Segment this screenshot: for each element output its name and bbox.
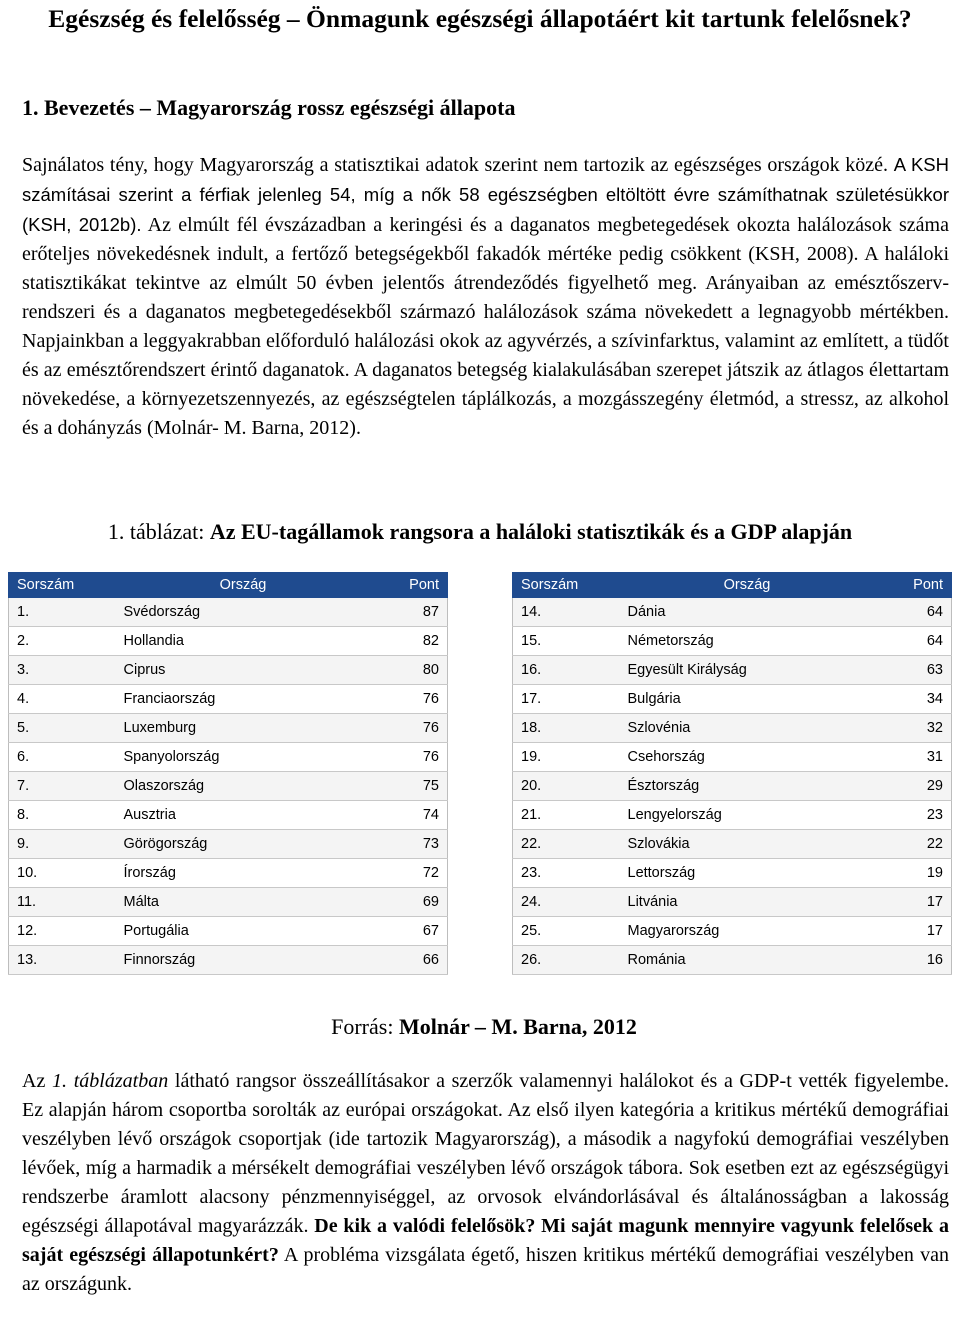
table-row (9, 772, 448, 801)
rank-cell: 24. (513, 888, 620, 917)
table-row (513, 714, 952, 743)
source-prefix: Forrás: (331, 1014, 399, 1039)
table-row (9, 946, 448, 975)
score-cell: 66 (371, 946, 448, 975)
rank-cell: 10. (9, 859, 116, 888)
score-cell: 63 (875, 656, 952, 685)
rank-cell: 11. (9, 888, 116, 917)
header-sorszam: Sorszám (513, 573, 620, 598)
score-cell: 76 (371, 685, 448, 714)
ranking-table-right (512, 572, 952, 975)
score-cell: 80 (371, 656, 448, 685)
rank-cell: 12. (9, 917, 116, 946)
country-cell: Csehország (620, 743, 875, 772)
header-orszag: Ország (116, 573, 371, 598)
rank-cell: 23. (513, 859, 620, 888)
country-cell: Magyarország (620, 917, 875, 946)
score-cell: 82 (371, 627, 448, 656)
table-row (513, 627, 952, 656)
ranking-table-left (8, 572, 448, 975)
country-cell: Írország (116, 859, 371, 888)
country-cell: Ausztria (116, 801, 371, 830)
table-row (9, 656, 448, 685)
rank-cell: 7. (9, 772, 116, 801)
score-cell: 69 (371, 888, 448, 917)
table-row (9, 917, 448, 946)
rank-cell: 14. (513, 598, 620, 627)
country-cell: Franciaország (116, 685, 371, 714)
score-cell: 32 (875, 714, 952, 743)
table-reference: 1. táblázatban (52, 1070, 169, 1092)
score-cell: 73 (371, 830, 448, 859)
country-cell: Portugália (116, 917, 371, 946)
table-row (513, 598, 952, 627)
country-cell: Németország (620, 627, 875, 656)
country-cell: Bulgária (620, 685, 875, 714)
discussion-question: De kik a valódi felelősök? Mi saját magunk mennyire vagyunk felelősek a saját egészségi állapotunkért? (22, 1215, 949, 1266)
country-cell: Románia (620, 946, 875, 975)
rank-cell: 22. (513, 830, 620, 859)
rank-cell: 16. (513, 656, 620, 685)
score-cell: 17 (875, 888, 952, 917)
discussion-part1: Az (22, 1070, 53, 1092)
score-cell: 75 (371, 772, 448, 801)
score-cell: 76 (371, 743, 448, 772)
country-cell: Svédország (116, 598, 371, 627)
country-cell: Olaszország (116, 772, 371, 801)
rank-cell: 13. (9, 946, 116, 975)
table-row (513, 685, 952, 714)
score-cell: 22 (875, 830, 952, 859)
score-cell: 23 (875, 801, 952, 830)
score-cell: 29 (875, 772, 952, 801)
score-cell: 34 (875, 685, 952, 714)
table-row (9, 830, 448, 859)
discussion-part3: A probléma vizsgálata égető, hiszen kritikus mértékű demográfiai veszélyben van az országunk. (22, 1244, 949, 1295)
rank-cell: 9. (9, 830, 116, 859)
rank-cell: 15. (513, 627, 620, 656)
table-row (9, 714, 448, 743)
rank-cell: 17. (513, 685, 620, 714)
header-orszag: Ország (620, 573, 875, 598)
header-pont: Pont (875, 573, 952, 598)
score-cell: 76 (371, 714, 448, 743)
rank-cell: 6. (9, 743, 116, 772)
score-cell: 72 (371, 859, 448, 888)
table-row (513, 946, 952, 975)
country-cell: Szlovénia (620, 714, 875, 743)
section-heading: 1. Bevezetés – Magyarország rossz egészségi állapota (22, 95, 516, 120)
country-cell: Spanyolország (116, 743, 371, 772)
country-cell: Málta (116, 888, 371, 917)
rank-cell: 2. (9, 627, 116, 656)
table-row (513, 801, 952, 830)
country-cell: Észtország (620, 772, 875, 801)
country-cell: Lengyelország (620, 801, 875, 830)
country-cell: Hollandia (116, 627, 371, 656)
rank-cell: 4. (9, 685, 116, 714)
table-row (9, 598, 448, 627)
table-header-row (513, 573, 952, 598)
table-row (9, 627, 448, 656)
table-row (9, 859, 448, 888)
table-row (513, 656, 952, 685)
table-row (9, 801, 448, 830)
score-cell: 87 (371, 598, 448, 627)
score-cell: 67 (371, 917, 448, 946)
table-row (513, 772, 952, 801)
country-cell: Finnország (116, 946, 371, 975)
score-cell: 64 (875, 598, 952, 627)
rank-cell: 20. (513, 772, 620, 801)
table-caption-title: Az EU-tagállamok rangsora a haláloki statisztikák és a GDP alapján (209, 519, 853, 544)
table-row (513, 888, 952, 917)
country-cell: Lettország (620, 859, 875, 888)
country-cell: Görögország (116, 830, 371, 859)
rank-cell: 21. (513, 801, 620, 830)
score-cell: 74 (371, 801, 448, 830)
table-caption-prefix: 1. táblázat: (107, 519, 210, 544)
discussion-part2: látható rangsor összeállításakor a szerzők valamennyi halálokot és a GDP-t vették figyelembe. Ez alapján három csoportba sorolták az európai országokat. Az első ilyen kategória a kritikus mértékű demográfiai veszélyben lévő országok csoportjak (ide tartozik Magyarország), a második a nagyfokú demográfiai veszélyben lévőek, míg a harmadik a mérsékelt demográfiai veszélyben lévő országok tábora. Sok esetben ezt az egészségügyi rendszerbe áramlott alacsony pénzmennyiséggel, az orvosok elvándorlásával és általánosságban a lakosság egészségi állapotával magyarázzák. (22, 1070, 950, 1237)
intro-paragraph-part1: Sajnálatos tény, hogy Magyarország a statisztikai adatok szerint nem tartozik az egészséges országok közé. (22, 154, 894, 176)
country-cell: Litvánia (620, 888, 875, 917)
source-text: Molnár – M. Barna, 2012 (398, 1014, 637, 1039)
table-row (9, 743, 448, 772)
table-row (513, 830, 952, 859)
country-cell: Luxemburg (116, 714, 371, 743)
intro-paragraph (22, 150, 949, 443)
rank-cell: 1. (9, 598, 116, 627)
rank-cell: 19. (513, 743, 620, 772)
table-caption (22, 517, 938, 547)
discussion-paragraph (22, 1067, 949, 1299)
header-sorszam: Sorszám (9, 573, 116, 598)
country-cell: Dánia (620, 598, 875, 627)
header-pont: Pont (371, 573, 448, 598)
intro-paragraph-part3: Az elmúlt fél évszázadban a keringési és a daganatos megbetegedések okozta halálozások száma erőteljes növekedésnek indult, a fertőző betegségekből fakadók mértéke pedig csökkent (KSH, 2008). A haláloki statisztikákat tekintve az elmúlt 50 évben jelentős átrendeződés figyelhető meg. Arányaiban az emésztőszerv-rendszeri és a daganatos megbetegedésekből származó halálozások száma növekedett a legnagyobb mértékben. Napjainkban a leggyakrabban előforduló halálozási okok az agyvérzés, a szívinfarktus, valamint az említett, a tüdőt és az emésztőrendszert érintő daganatok. A daganatos betegség kialakulásában szerepet játszik az átlagos élettartam növekedése, a környezetszennyezés, az egészségtelen táplálkozás, a mozgásszegény életmód, a stressz, az alkohol és a dohányzás (Molnár- M. Barna, 2012). (22, 214, 949, 439)
country-cell: Ciprus (116, 656, 371, 685)
rank-cell: 3. (9, 656, 116, 685)
table-row (513, 859, 952, 888)
intro-paragraph-part2: A KSH számításai szerint a férfiak jelenleg 54, míg a nők 58 egészségben eltöltött évre számíthatnak születésükkor (KSH, 2012b). (22, 154, 949, 235)
score-cell: 64 (875, 627, 952, 656)
rank-cell: 8. (9, 801, 116, 830)
score-cell: 17 (875, 917, 952, 946)
rank-cell: 5. (9, 714, 116, 743)
country-cell: Egyesült Királyság (620, 656, 875, 685)
page-title: Egészség és felelősség – Önmagunk egészségi állapotáért kit tartunk felelősnek? (48, 4, 912, 33)
source-note (0, 1013, 960, 1041)
table-row (513, 743, 952, 772)
rank-cell: 18. (513, 714, 620, 743)
table-row (513, 917, 952, 946)
score-cell: 31 (875, 743, 952, 772)
score-cell: 19 (875, 859, 952, 888)
table-header-row (9, 573, 448, 598)
table-row (9, 888, 448, 917)
rank-cell: 25. (513, 917, 620, 946)
rank-cell: 26. (513, 946, 620, 975)
score-cell: 16 (875, 946, 952, 975)
country-cell: Szlovákia (620, 830, 875, 859)
table-row (9, 685, 448, 714)
